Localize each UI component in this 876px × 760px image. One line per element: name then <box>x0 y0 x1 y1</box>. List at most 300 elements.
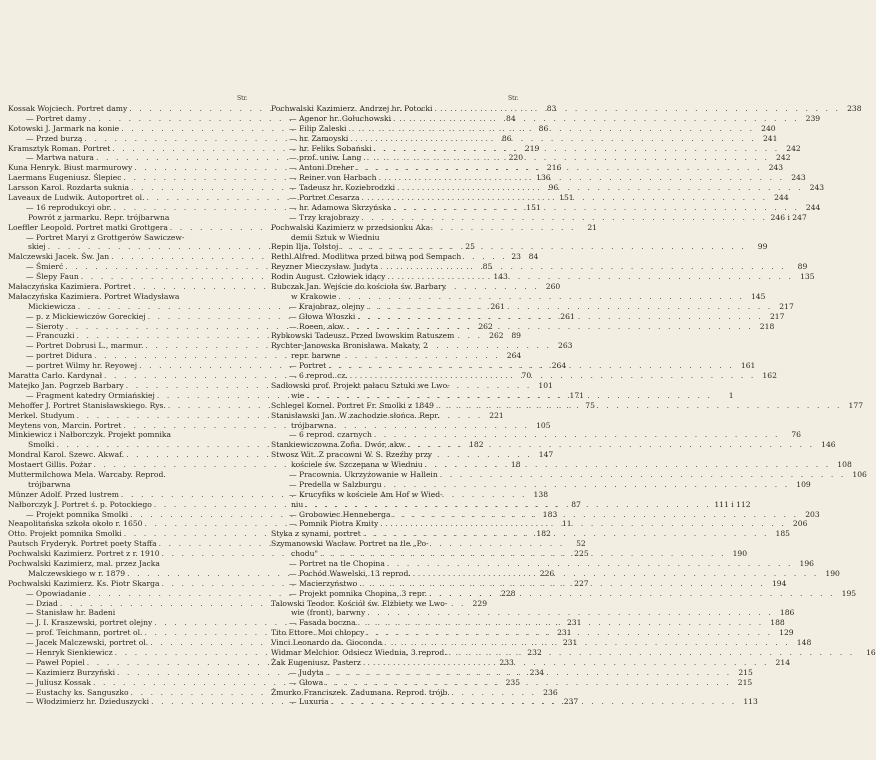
entry-title: — Fasada boczna <box>289 618 356 628</box>
index-entry <box>271 411 521 421</box>
entry-title: — Pracownia. Ukrzyżowanie w Hallein <box>289 469 438 479</box>
entry-title: — Głowa <box>289 677 324 687</box>
entry-title: — prof. Teichmann, portret ol. <box>26 628 143 638</box>
dot-leader <box>357 579 765 589</box>
entry-title: Rubczak Jan. Wejście do kościoła św. Barbary <box>271 282 447 292</box>
page-number: 206 <box>792 519 808 529</box>
dot-leader <box>372 144 780 154</box>
dot-leader <box>303 500 711 510</box>
page-number: 203 <box>805 509 820 519</box>
page-number: 242 <box>776 153 791 163</box>
page-number: 108 <box>837 460 852 470</box>
dot-leader <box>382 480 790 490</box>
page-number: 229 <box>472 598 488 608</box>
entry-title: Pochwalski Kazimierz w przedsionku Aka- <box>271 222 433 232</box>
page-number: 143 <box>493 272 508 282</box>
entry-title: Münzer Adolf. Przed lustrem <box>8 489 119 499</box>
entry-title: Widmar Melchior. Odsiecz Wiednia, 3 reprod. <box>271 647 447 657</box>
page-number: 25 <box>465 242 475 252</box>
page-number: 162 <box>762 371 777 381</box>
entry-title: Neapolitańska szkoła około r. 1650 <box>8 519 143 529</box>
page-number: 190 <box>732 549 748 559</box>
page-number: 83 <box>546 104 557 113</box>
page-number: 85 <box>482 262 493 272</box>
index-entry <box>271 440 836 450</box>
page-number: 1 <box>728 390 734 400</box>
entry-title: — Głowa Włoszki <box>289 311 356 321</box>
entry-title: Małaczyńska Kazimiera. Portret <box>8 282 132 292</box>
dot-leader <box>361 529 769 539</box>
page-number: 240 <box>761 123 776 133</box>
entry-title: — Portret Dobrusi L., marmur. <box>26 341 144 351</box>
index-entry <box>271 341 521 351</box>
page-column-header-right: Str. <box>508 95 519 102</box>
page-number: 182 <box>536 529 551 539</box>
dot-leader <box>326 361 734 371</box>
page-number: 96 <box>548 183 559 193</box>
entry-title: — Luxuria <box>289 697 329 707</box>
entry-title: — Macierzyństwo <box>289 578 358 588</box>
page-number: 217 <box>779 301 794 311</box>
page-number: 218 <box>759 321 775 331</box>
index-entry <box>271 421 521 431</box>
entry-title: Pochwalski Kazimierz. Portret z r. 1910 <box>8 549 160 559</box>
entry-title: — Opowiadanie <box>26 588 87 598</box>
page-number: 244 <box>805 202 821 212</box>
entry-title: Otto. Projekt pomnika Smolki <box>8 529 122 539</box>
dot-leader <box>406 440 814 450</box>
entry-title: Loeffler Leopold. Portret matki Grottgera <box>8 222 168 232</box>
entry-title: — Przed burzą <box>26 133 83 143</box>
page-number: 89 <box>511 331 521 341</box>
entry-title: wie <box>291 390 305 400</box>
entry-title: — Antoni Dreher <box>289 163 354 173</box>
page-number: 101 <box>538 380 553 390</box>
index-entry <box>271 321 775 332</box>
index-entry <box>271 608 795 618</box>
entry-title: — Tadeusz hr. Koziebrodzki <box>289 183 395 193</box>
dot-leader <box>359 213 767 223</box>
page-number: 136 <box>536 173 551 183</box>
entry-title: — Agenor hr. Gołuchowski <box>289 113 391 123</box>
page-number: 135 <box>800 272 815 282</box>
dot-leader <box>364 628 772 638</box>
page-number: 195 <box>841 588 857 598</box>
entry-title: Rodin August. Człowiek idący <box>271 272 386 282</box>
dot-leader <box>360 193 768 203</box>
entry-title: — Projekt pomnika Chopina, 3 repr. <box>289 588 427 598</box>
entry-title: — Juliusz Kossak <box>26 677 91 687</box>
page-number: 246 i 247 <box>770 212 807 222</box>
dot-leader <box>347 124 755 134</box>
entry-title: Mostaert Gillis. Pożar <box>8 460 92 470</box>
dot-leader <box>427 589 835 599</box>
dot-leader <box>377 173 785 183</box>
index-entry <box>271 262 808 272</box>
dot-leader <box>432 104 840 114</box>
entry-title: Muttermilchowa Mela. Warcaby. Reprod. <box>8 469 166 479</box>
index-entry <box>271 282 521 292</box>
page-number: 84 <box>505 113 516 123</box>
entry-title: Reyzner Mieczysław. Judyta <box>271 262 379 272</box>
dot-leader <box>361 658 769 668</box>
entry-title: — Sieroty <box>26 321 64 331</box>
entry-title: Stankiewiczowna Zofia. Dwór, akw. <box>271 440 407 450</box>
page-number: 146 <box>821 440 836 450</box>
index-entry <box>8 213 251 223</box>
dot-leader <box>354 163 762 173</box>
entry-title: Vinci Leonardo da. Gioconda <box>271 638 383 648</box>
page-number: 109 <box>796 479 811 489</box>
entry-title: — Francuzki <box>26 331 75 341</box>
page-number: 177 <box>848 400 864 410</box>
page-number: 89 <box>797 262 808 272</box>
index-entry <box>271 301 794 312</box>
dot-leader <box>438 470 846 480</box>
entry-title: — Krajobraz, olejny <box>289 301 365 311</box>
page-number: 231 <box>562 638 578 648</box>
dot-leader <box>324 668 732 678</box>
index-entry <box>271 599 521 609</box>
page-number: 261 <box>490 301 505 311</box>
page-number: 148 <box>796 638 812 648</box>
page-number: 86 <box>501 133 512 143</box>
page-number: 84 <box>528 252 539 262</box>
index-entry <box>271 460 852 470</box>
entry-title: — Kazimierz Burzyński <box>26 667 116 677</box>
entry-title: Minkiewicz i Nałborczyk. Projekt pomnika <box>8 430 172 440</box>
page-number: 171 <box>569 390 585 400</box>
entry-title: Pautsch Fryderyk. Portret poety Staffa <box>8 539 157 549</box>
dot-leader <box>356 618 764 628</box>
page-number: 232 <box>527 647 542 657</box>
dot-leader <box>378 519 786 529</box>
entry-title: Laveaux de Ludwik. Autoportret ol. <box>8 193 145 203</box>
page-number: 23 <box>511 252 521 262</box>
entry-title: — Pochód Wawelski, 13 reprod. <box>289 568 411 578</box>
index-entry <box>271 490 521 500</box>
entry-title: Malczewskiego w r. 1879 <box>28 568 126 578</box>
page-number: 243 <box>768 163 784 173</box>
index-entry <box>271 588 857 599</box>
index-entry <box>8 470 251 480</box>
index-entry <box>271 223 521 233</box>
page-number: 194 <box>771 578 787 588</box>
page-column-header-left: Str. <box>237 95 248 102</box>
entry-title: Stanisławski Jan. W zachodzie słońca. Repr. <box>271 410 440 420</box>
dot-leader <box>385 272 793 282</box>
page-number: 217 <box>769 311 785 321</box>
entry-title: trójbarwna <box>291 420 334 430</box>
index-entry <box>271 252 521 262</box>
page-number: 216 <box>546 163 562 173</box>
index-entry <box>271 242 768 252</box>
page-number: 188 <box>770 618 785 628</box>
dot-leader <box>385 559 793 569</box>
entry-title: — Dziad <box>26 598 58 608</box>
page-number: 237 <box>563 697 579 707</box>
entry-title: Kossak Wojciech. Portret damy <box>8 104 128 113</box>
dot-leader <box>348 371 756 381</box>
dot-leader <box>391 510 799 520</box>
page-number: 243 <box>791 173 806 183</box>
entry-title: Kramsztyk Roman. Portret <box>8 143 111 153</box>
dot-leader <box>447 648 855 658</box>
page-number: 225 <box>574 549 589 559</box>
page-number: 261 <box>560 311 575 321</box>
dot-leader <box>434 401 842 411</box>
entry-title: — Paweł Popiel <box>26 657 85 667</box>
page-number: 76 <box>791 430 801 440</box>
index-entry <box>271 539 521 549</box>
index-entry <box>271 450 521 460</box>
entry-title: — prof. uniw. Lang <box>289 153 362 163</box>
entry-title: repr. barwne <box>291 351 341 361</box>
page-number: 263 <box>558 341 573 351</box>
dot-leader <box>378 262 786 272</box>
index-entry <box>8 430 251 440</box>
index-entry <box>8 361 567 371</box>
page-number: 113 <box>743 697 758 707</box>
index-entry <box>271 212 807 223</box>
page-number: 260 <box>545 282 561 292</box>
index-entry <box>271 479 811 490</box>
entry-title: Larsson Karol. Rozdarta suknia <box>8 183 130 193</box>
entry-title: — Trzy krajobrazy <box>289 212 360 222</box>
entry-title: Małaczyńska Kazimiera. Portret Władysława <box>8 291 180 301</box>
entry-title: — Fragment katedry Ormiańskiej <box>26 390 155 400</box>
page-number: 16 <box>866 647 876 657</box>
entry-title: w Krakowie <box>291 291 337 301</box>
page-number: 262 <box>478 321 493 331</box>
page-number: 228 <box>500 588 516 598</box>
page-number: 99 <box>757 242 768 252</box>
page-number: 227 <box>574 578 589 588</box>
entry-title: — Projekt pomnika Smolki <box>26 509 129 519</box>
index-entry <box>271 381 521 391</box>
dot-leader <box>365 608 773 618</box>
entry-title: — Martwa natura <box>26 153 94 163</box>
page-number: 185 <box>775 529 790 539</box>
entry-title: — Jacek Malczewski, portret ol. <box>26 638 149 648</box>
page-number: 151 <box>526 202 541 212</box>
dot-leader <box>365 302 773 312</box>
page-number: 151 <box>559 193 574 203</box>
dot-leader <box>411 569 819 579</box>
entry-title: — Judyta <box>289 667 324 677</box>
entry-title: — Ślepy Faun <box>26 272 79 282</box>
dot-leader <box>345 322 753 332</box>
index-entry <box>8 480 251 490</box>
entry-title: trójbarwna <box>28 479 71 489</box>
page-number: 106 <box>852 469 867 479</box>
entry-title: — Portret Cesarza <box>289 193 360 203</box>
entry-title: — portret Didura <box>26 351 93 361</box>
dot-leader <box>391 114 799 124</box>
page-number: 21 <box>587 222 598 232</box>
entry-title: — hr. Zamoyski <box>289 133 349 143</box>
page-number: 138 <box>533 489 549 499</box>
page-number: 186 <box>779 608 795 618</box>
entry-title: — Predella w Salzburgu <box>289 479 382 489</box>
index-entry <box>271 688 521 698</box>
index-entry <box>271 351 521 361</box>
entry-title: Rethl Alfred. Modlitwa przed bitwą pod Sempach <box>271 252 462 262</box>
page-number: 264 <box>506 351 522 361</box>
entry-title: — Portret na tle Chopina <box>289 558 385 568</box>
entry-title: — 6 reprod. czarnych <box>289 430 372 440</box>
entry-title: — Filip Zaleski <box>289 123 347 133</box>
dot-leader <box>382 638 790 648</box>
page-number: 145 <box>750 291 766 301</box>
entry-title: Meytens von, Marcin. Portret <box>8 420 122 430</box>
page-number: 196 <box>799 558 814 568</box>
entry-title: Żmurko Franciszek. Zadumana. Reprod. trójb. <box>271 687 450 697</box>
entry-title: Pochwalski Kazimierz, mal. przez Jacka <box>8 558 160 568</box>
page-number: 147 <box>538 450 554 460</box>
index-entry <box>271 469 867 480</box>
entry-title: — Roeen, akw. <box>289 321 346 331</box>
entry-title: — Śmierć <box>26 262 64 272</box>
entry-title: Nałborczyk J. Portret ś. p. Potockiego <box>8 499 152 509</box>
page-number: 242 <box>786 143 801 153</box>
entry-title: niu <box>291 499 304 509</box>
entry-title: Stwosz Wit. Z pracowni W. S. Rzeźby przy <box>271 450 433 460</box>
page-number: 87 <box>571 499 581 509</box>
entry-title: Matejko Jan. Pogrzeb Barbary <box>8 380 124 390</box>
entry-title: Merkel. Studyum <box>8 410 75 420</box>
page-number: 219 <box>524 143 540 153</box>
entry-title: — Portret <box>289 361 327 371</box>
entry-title: Styka z synami, portret <box>271 529 361 539</box>
dot-leader <box>395 183 803 193</box>
page-number: 233 <box>499 657 514 667</box>
entry-title: Schlegel Kornel. Portret Fr. Smolki z 1849 <box>271 400 434 410</box>
dot-leader <box>323 678 731 688</box>
page-number: 215 <box>738 667 753 677</box>
page-number: 18 <box>510 460 521 470</box>
index-entry <box>8 233 251 243</box>
page-number: 11 <box>561 519 572 529</box>
page-number: 220 <box>508 153 524 163</box>
entry-title: — Eustachy ks. Sanguszko <box>26 687 129 697</box>
index-entry <box>271 558 814 569</box>
page-number: 243 <box>809 183 825 193</box>
dot-leader <box>355 312 763 322</box>
page-number: 238 <box>847 104 862 113</box>
entry-title: Rybkowski Tadeusz. Przed Iwowskim Ratuszem <box>271 331 455 341</box>
page-number: 221 <box>489 410 504 420</box>
page-number: 264 <box>551 361 567 371</box>
entry-title: wie (front), barwny <box>291 608 366 618</box>
entry-title: Żak Eugeniusz. Pasterz <box>271 657 361 667</box>
entry-title: — Portret damy <box>26 113 87 123</box>
dot-leader <box>423 460 831 470</box>
entry-title: Pochwalski Kazimierz. Ks. Piotr Skarga <box>8 578 160 588</box>
index-entry <box>271 430 801 440</box>
entry-title: Repin Ilja. Tołstoj <box>271 242 339 252</box>
index-entry <box>271 233 521 243</box>
entry-title: Kuna Henryk. Biust marmurowy <box>8 163 133 173</box>
page-number: 105 <box>536 420 551 430</box>
entry-title: — hr. Adamowa Skrzyńska <box>289 202 392 212</box>
entry-title: skiej <box>28 242 46 252</box>
entry-title: Rychter-Janowska Bronisława. Makaty, 2 <box>271 341 428 351</box>
entry-title: demii Sztuk w Wiedniu <box>291 232 380 242</box>
page-number: 70 <box>521 371 532 381</box>
entry-title: — p. z Mickiewiczów Goreckiej <box>26 311 146 321</box>
page-number: 231 <box>566 618 582 628</box>
index-entry <box>8 559 251 569</box>
page-number: 75 <box>585 400 595 410</box>
page-number: 244 <box>774 193 789 203</box>
page-number: 161 <box>740 361 756 371</box>
page-number: 214 <box>775 657 791 667</box>
page-number: 215 <box>737 677 753 687</box>
entry-title: — Stanisław hr. Badeni <box>26 608 116 618</box>
dot-leader <box>304 391 712 401</box>
page-number: 86 <box>538 123 549 133</box>
index-entry <box>8 608 251 618</box>
dot-leader <box>329 697 737 707</box>
index-entry <box>271 153 791 163</box>
entry-title: — Portret Maryi z Grottgerów Sawiczew- <box>26 232 185 242</box>
entry-title: — J. I. Kraszewski, portret olejny <box>26 618 153 628</box>
dot-leader <box>318 549 726 559</box>
page-number: 262 <box>489 331 504 341</box>
dot-leader <box>336 292 744 302</box>
page-number: 236 <box>543 687 558 697</box>
page-number: 52 <box>576 539 586 549</box>
entry-title: Talowski Teodor. Kościół św. Elżbiety we Lwo- <box>271 598 448 608</box>
entry-title: Tito Ettore. Moi chłopcy <box>271 628 365 638</box>
entry-title: Smolki <box>28 440 55 450</box>
index-entry <box>271 291 766 302</box>
entry-title: — Reiner von Harbach <box>289 173 377 183</box>
entry-title: Mehoffer J. Portret Stanisławskiego. Rys. <box>8 400 166 410</box>
dot-leader <box>338 242 746 252</box>
page-number: 183 <box>542 509 558 519</box>
entry-title: Pochwalski Kazimierz. Andrzej hr. Potocki <box>271 104 433 113</box>
index-entry <box>271 677 753 688</box>
page-number: 111 i 112 <box>714 499 751 509</box>
entry-title: Laermans Eugeniusz. Ślepiec <box>8 173 122 183</box>
page-number: 231 <box>557 628 572 638</box>
page-number: 234 <box>529 667 545 677</box>
index-entry <box>271 331 521 341</box>
index-entry <box>271 657 791 668</box>
dot-leader <box>372 430 780 440</box>
dot-leader <box>348 134 756 144</box>
entry-title: Malczewski Jacek. Św. Jan <box>8 252 110 262</box>
entry-title: Mickiewicza <box>28 301 76 311</box>
entry-title: — Włodzimierz hr. Dzieduszycki <box>26 697 150 707</box>
entry-title: kościele św. Szczepana w Wiedniu <box>291 460 423 470</box>
entry-title: Powrót z jarmarku. Repr. trójbarwna <box>28 212 170 222</box>
entry-title: — Pomnik Piotra Kmity <box>289 519 379 529</box>
index-entry <box>271 133 778 144</box>
entry-title: — Krucyfiks w kościele Am Hof w Wied- <box>289 489 443 499</box>
index-entry <box>271 113 821 124</box>
entry-title: — hr. Feliks Sobański <box>289 143 372 153</box>
dot-leader <box>361 153 769 163</box>
page-number: 129 <box>779 628 794 638</box>
page-number: 235 <box>505 677 521 687</box>
entry-title: Kotowski J. Jarmark na konie <box>8 123 120 133</box>
entry-title: — 16 reprodukcyi obr. <box>26 202 112 212</box>
entry-title: Sadłowski prof. Projekt pałacu Sztuki we Lwo- <box>271 380 450 390</box>
entry-title: Szymanowski Wacław. Portret na tle „Po- <box>271 539 429 549</box>
